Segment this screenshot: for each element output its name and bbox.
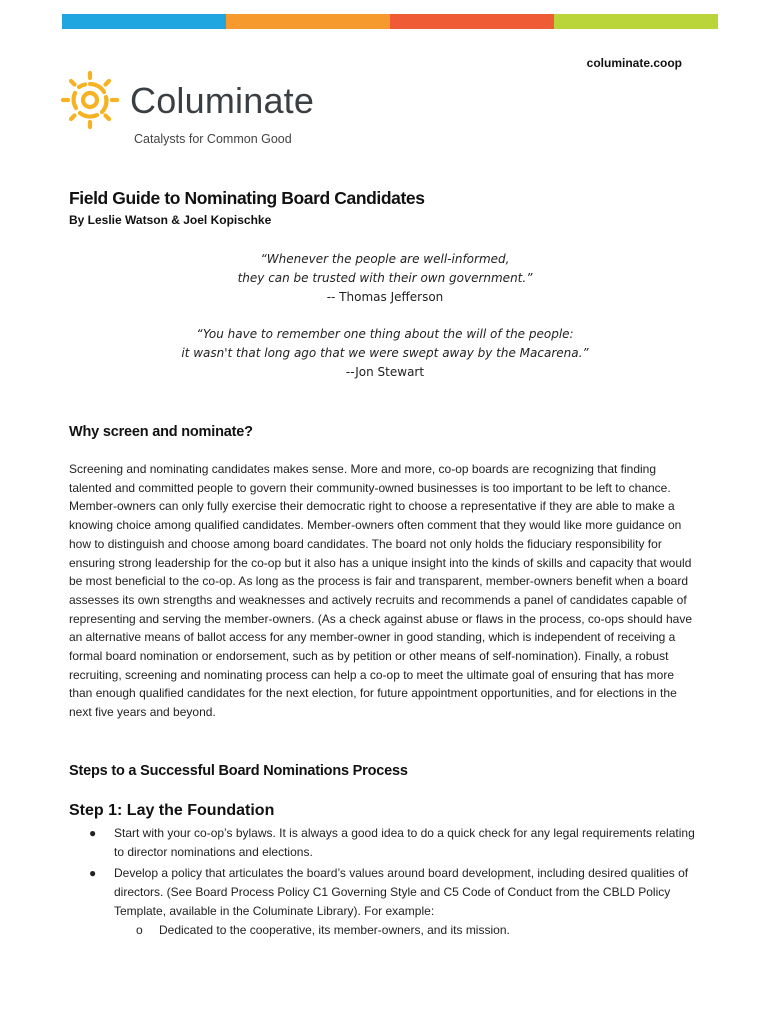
section-heading-steps: Steps to a Successful Board Nominations Process	[69, 763, 408, 779]
quote-attribution: -- Thomas Jefferson	[326, 290, 444, 304]
sub-bullet-text: Dedicated to the cooperative, its member-owners, and its mission.	[159, 923, 510, 937]
section-heading-why: Why screen and nominate?	[69, 424, 253, 440]
bullet-icon: ●	[89, 826, 97, 840]
stripe-red	[390, 14, 554, 29]
quote-line: they can be trusted with their own government.”	[237, 271, 533, 285]
step-1-bullet-list	[69, 824, 699, 942]
quote-line: “Whenever the people are well-informed,	[260, 252, 510, 266]
sub-bullet-list	[114, 921, 699, 940]
bullet-text: Start with your co-op’s bylaws. It is always a good idea to do a quick check for any legal requirements relating to director nominations and elections.	[114, 826, 695, 859]
quote-attribution: --Jon Stewart	[345, 365, 425, 379]
list-item	[114, 921, 699, 940]
document-authors: By Leslie Watson & Joel Kopischke	[69, 213, 272, 227]
bullet-icon: ●	[89, 866, 97, 880]
brand-tagline: Catalysts for Common Good	[134, 132, 292, 146]
quote-jefferson	[69, 250, 701, 307]
stripe-blue	[62, 14, 226, 29]
sub-bullet-icon: o	[136, 923, 143, 937]
stripe-green	[554, 14, 718, 29]
bullet-text: Develop a policy that articulates the board’s values around board development, including desired qualities of directors. (See Board Process Policy C1 Governing Style and C5 Code of Conduct from the CBLD Policy Template, available in the Columinate Library). For example:	[114, 866, 689, 918]
stripe-orange	[226, 14, 390, 29]
quote-line: “You have to remember one thing about the will of the people:	[196, 327, 574, 341]
columinate-logo-icon	[60, 70, 120, 130]
quote-line: it wasn't that long ago that we were swept away by the Macarena.”	[181, 346, 589, 360]
document-title: Field Guide to Nominating Board Candidates	[69, 188, 425, 208]
quote-stewart	[69, 325, 701, 382]
brand-name: Columinate	[130, 80, 315, 121]
color-stripe-bar	[62, 14, 718, 29]
site-url[interactable]: columinate.coop	[586, 56, 682, 70]
list-item	[69, 864, 699, 940]
list-item	[69, 824, 699, 862]
step-1-title: Step 1: Lay the Foundation	[69, 802, 275, 819]
section-body-why: Screening and nominating candidates makes sense. More and more, co-op boards are recognizing that finding talented and committed people to govern their community-owned businesses is too important to be left to chance. Member-owners can only fully exercise their democratic right to choose a representative if they are able to make a knowing choice among qualified candidates. Member-owners often comment that they would like more guidance on how to distinguish and choose among board candidates. The board not only holds the fiduciary responsibility for ensuring strong leadership for the co-op but it also has a unique insight into the kinds of skills and capacity that would be most beneficial to the co-op. As long as the process is fair and transparent, member-owners benefit when a board assesses its own strengths and weaknesses and actively recruits and recommends a panel of candidates capable of representing and serving the member-owners. (As a check against abuse or flaws in the process, co-ops should have an alternative means of ballot access for any member-owner in good standing, which is independent of receiving a formal board nomination or endorsement, such as by petition or other means of self-nomination). Finally, a robust recruiting, screening and nominating process can help a co-op to meet the ultimate goal of ensuring that has more than enough qualified candidates for the next election, for future appointment opportunities, and for elections in the next five years and beyond.	[69, 462, 692, 720]
